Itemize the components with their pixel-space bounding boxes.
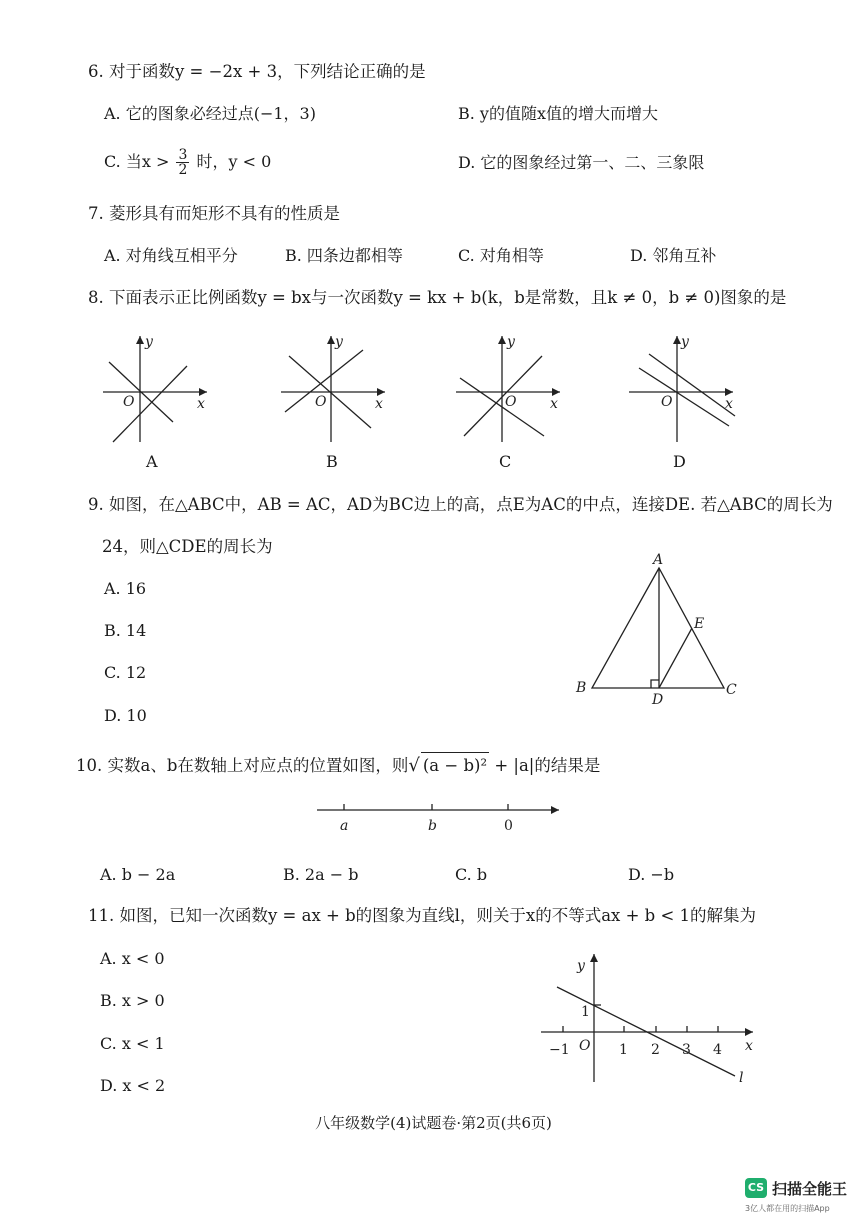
- q9-vertex-b: B: [576, 680, 587, 696]
- q7-stem: 7. 菱形具有而矩形不具有的性质是: [88, 204, 340, 223]
- q11-x-tick-neg1: −1: [549, 1042, 570, 1058]
- q8-graph-c: [450, 332, 570, 447]
- q9-point-d: D: [652, 692, 664, 708]
- q9-vertex-a: A: [653, 552, 664, 568]
- q8-graph-c-x-label: x: [550, 396, 558, 412]
- q10-option-c: C. b: [455, 865, 488, 884]
- q6-option-b: B. y的值随x值的增大而增大: [458, 104, 658, 123]
- q9-vertex-c: C: [726, 682, 737, 698]
- q11-x-tick-2: 2: [651, 1042, 660, 1058]
- q7-option-d: D. 邻角互补: [630, 246, 717, 265]
- q8-stem: 8. 下面表示正比例函数y = bx与一次函数y = kx + b(k，b是常数，且k ≠ 0，b ≠ 0)图象的是: [88, 288, 787, 307]
- q8-graph-a-x-label: x: [197, 396, 205, 412]
- q10-option-d: D. −b: [628, 865, 675, 884]
- q8-graph-d-y-label: y: [681, 334, 689, 350]
- q11-option-a: A. x < 0: [100, 949, 165, 968]
- q7-option-c: C. 对角相等: [458, 246, 544, 265]
- q9-stem-line1: 9. 如图，在△ABC中，AB = AC，AD为BC边上的高，点E为AC的中点，连接DE. 若△ABC的周长为: [88, 495, 833, 514]
- q8-graph-c-y-label: y: [507, 334, 515, 350]
- q8-graph-c-label: C: [499, 452, 512, 471]
- q8-graph-d-x-label: x: [725, 396, 733, 412]
- q11-option-b: B. x > 0: [100, 991, 165, 1010]
- q8-graph-b-origin: O: [315, 394, 327, 410]
- q9-triangle-figure: [570, 548, 750, 713]
- q11-line-graph: [535, 950, 765, 1085]
- q10-stem-prefix: 10. 实数a、b在数轴上对应点的位置如图，则: [76, 756, 409, 775]
- q11-x-label: x: [745, 1038, 753, 1054]
- camscanner-name: 扫描全能王: [772, 1180, 848, 1198]
- radical-sign-icon: √: [408, 755, 420, 776]
- q11-line-l-label: l: [739, 1070, 744, 1086]
- q10-radicand: (a − b)²: [421, 752, 489, 779]
- q6-fraction-denominator: 2: [178, 162, 188, 178]
- q8-graph-a: [95, 332, 215, 447]
- q11-x-tick-3: 3: [682, 1042, 691, 1058]
- page-footer: 八年级数学(4)试题卷·第2页(共6页): [315, 1114, 552, 1132]
- q8-graph-b: [275, 332, 395, 447]
- q7-option-a: A. 对角线互相平分: [104, 246, 238, 265]
- q9-option-b: B. 14: [104, 621, 147, 640]
- q8-graph-d-label: D: [673, 452, 686, 471]
- q9-option-a: A. 16: [104, 579, 147, 598]
- q8-graph-a-origin: O: [123, 394, 135, 410]
- q10-point-a: a: [340, 818, 349, 834]
- camscanner-logo-icon: CS: [745, 1178, 767, 1198]
- q6-fraction-numerator: 3: [178, 147, 188, 163]
- q9-point-e: E: [694, 616, 705, 632]
- q11-x-tick-4: 4: [713, 1042, 722, 1058]
- q9-option-d: D. 10: [104, 706, 147, 725]
- q8-graph-a-label: A: [146, 452, 158, 471]
- q6-option-c-prefix: C. 当x >: [104, 152, 170, 171]
- q8-graph-d-origin: O: [661, 394, 673, 410]
- q8-graph-b-label: B: [326, 452, 338, 471]
- q10-option-a: A. b − 2a: [100, 865, 176, 884]
- q11-option-c: C. x < 1: [100, 1034, 165, 1053]
- q6-stem: 6. 对于函数y = −2x + 3，下列结论正确的是: [88, 62, 426, 81]
- q11-stem: 11. 如图，已知一次函数y = ax + b的图象为直线l，则关于x的不等式ax + b < 1的解集为: [88, 906, 757, 925]
- q9-option-c: C. 12: [104, 663, 147, 682]
- q6-option-c-suffix: 时，y < 0: [196, 152, 272, 171]
- q10-option-b: B. 2a − b: [283, 865, 359, 884]
- camscanner-tagline: 3亿人都在用的扫描App: [745, 1204, 830, 1213]
- q8-graph-d: [625, 332, 745, 447]
- q6-option-c-fraction: [176, 148, 189, 177]
- q11-origin: O: [579, 1038, 591, 1054]
- q8-graph-a-y-label: y: [145, 334, 153, 350]
- q10-number-line: [315, 798, 565, 838]
- q10-stem-suffix: + |a|的结果是: [489, 756, 601, 775]
- q6-option-d: D. 它的图象经过第一、二、三象限: [458, 153, 705, 172]
- q11-x-tick-1: 1: [619, 1042, 628, 1058]
- q10-stem: [76, 752, 600, 779]
- q10-point-b: b: [428, 818, 437, 834]
- q8-graph-b-y-label: y: [335, 334, 343, 350]
- q8-graph-c-origin: O: [505, 394, 517, 410]
- q8-graph-b-x-label: x: [375, 396, 383, 412]
- q7-option-b: B. 四条边都相等: [285, 246, 403, 265]
- q11-y-tick-1: 1: [581, 1004, 590, 1020]
- q11-y-label: y: [577, 958, 585, 974]
- q10-point-zero: 0: [504, 818, 513, 834]
- q6-option-a: A. 它的图象必经过点(−1，3): [104, 104, 316, 123]
- q11-option-d: D. x < 2: [100, 1076, 166, 1095]
- q9-stem-line2: 24，则△CDE的周长为: [102, 537, 273, 556]
- q6-option-c: [104, 146, 271, 178]
